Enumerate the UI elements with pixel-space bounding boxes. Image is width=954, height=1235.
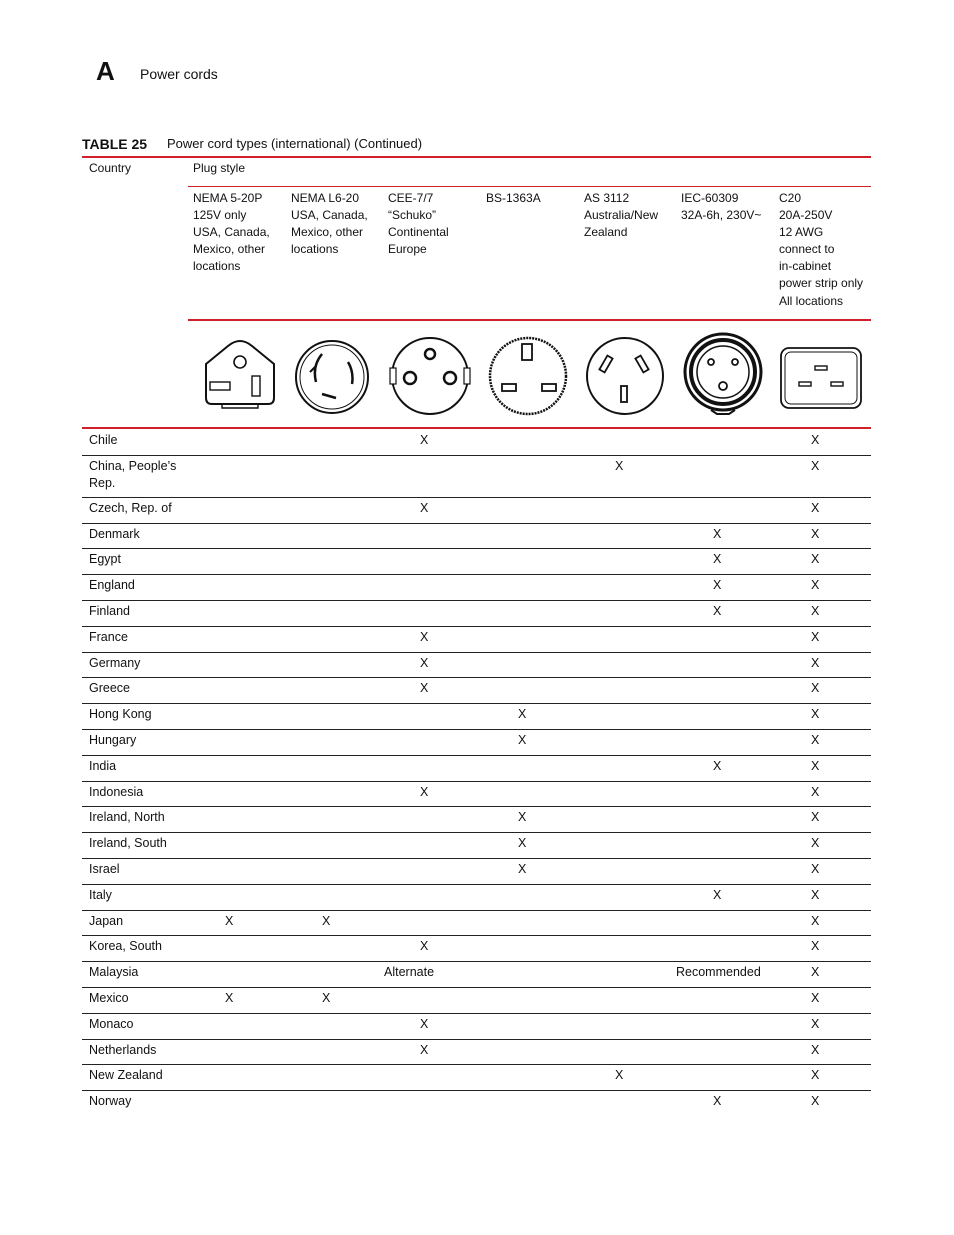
table-row	[82, 1039, 871, 1065]
table-row	[82, 781, 871, 807]
column-header-nema-5-20p: NEMA 5-20P 125V only USA, Canada, Mexico, other locations	[193, 191, 270, 274]
plug-cell: X	[225, 913, 234, 928]
country-cell: Monaco	[89, 1016, 134, 1031]
table-row	[82, 1090, 871, 1116]
column-header-iec-60309: IEC-60309 32A-6h, 230V~	[681, 191, 762, 223]
plug-cell: X	[713, 887, 722, 902]
table-row	[82, 729, 871, 755]
table-row	[82, 858, 871, 884]
plug-cell: X	[811, 433, 820, 447]
plug-cell: X	[615, 458, 624, 473]
table-row	[82, 703, 871, 729]
plug-cell: X	[713, 552, 722, 567]
country-cell: Norway	[89, 1094, 132, 1109]
country-column-header: Country	[89, 161, 132, 175]
country-cell: Netherlands	[89, 1042, 157, 1057]
plug-cell: X	[518, 862, 527, 876]
table-row	[82, 455, 871, 497]
plug-cell: X	[811, 552, 820, 567]
table-number: TABLE 25	[82, 136, 148, 152]
country-cell: China, People’s Rep.	[89, 458, 177, 490]
plug-cell: X	[811, 604, 820, 618]
plug-cell: X	[811, 526, 820, 541]
column-header-as-3112: AS 3112 Australia/New Zealand	[584, 191, 659, 240]
country-cell: New Zealand	[89, 1068, 163, 1083]
table-row	[82, 884, 871, 910]
table-row	[82, 548, 871, 574]
as-3112-plug-icon	[583, 332, 667, 416]
plug-cell: X	[811, 458, 820, 473]
table-caption: Power cord types (international) (Continued)	[167, 136, 423, 151]
country-cell: Israel	[89, 862, 120, 876]
country-cell: Malaysia	[89, 965, 139, 980]
plug-cell: X	[713, 1094, 722, 1109]
plug-cell: X	[713, 604, 722, 618]
plug-cell: X	[420, 681, 429, 696]
table-row	[82, 832, 871, 858]
country-cell: Czech, Rep. of	[89, 500, 172, 515]
table-row	[82, 987, 871, 1013]
plug-cell: X	[713, 526, 722, 541]
plug-cell: X	[811, 733, 820, 747]
country-cell: Hong Kong	[89, 707, 152, 722]
plug-cell: X	[811, 758, 820, 773]
country-cell: Ireland, North	[89, 810, 165, 825]
nema-l6-20-plug-icon	[292, 332, 376, 416]
plug-cell: X	[225, 991, 234, 1005]
table-row	[82, 497, 871, 523]
table-row	[82, 910, 871, 936]
header-rule	[188, 319, 871, 321]
country-cell: Italy	[89, 887, 112, 902]
country-cell: Finland	[89, 604, 130, 618]
plug-cell: X	[615, 1068, 624, 1083]
plug-cell: X	[811, 578, 820, 593]
plug-style-rule	[188, 186, 871, 187]
plug-cell: X	[811, 1042, 820, 1057]
plug-cell: X	[811, 784, 820, 799]
table-row	[82, 1064, 871, 1090]
table-row	[82, 652, 871, 678]
table-row	[82, 626, 871, 652]
plug-cell: X	[420, 500, 429, 515]
plug-cell: X	[420, 433, 429, 447]
country-cell: England	[89, 578, 135, 593]
table-row	[82, 429, 871, 455]
plug-style-header: Plug style	[193, 161, 246, 175]
bs-1363a-plug-icon	[486, 332, 570, 416]
plug-cell: X	[518, 733, 527, 747]
country-cell: France	[89, 629, 128, 644]
table-row	[82, 523, 871, 549]
iec-60309-plug-icon	[681, 332, 765, 416]
column-header-cee-7-7: CEE-7/7 “Schuko” Continental Europe	[388, 191, 449, 257]
cee-7-7-schuko-plug-icon	[388, 332, 472, 416]
plug-cell: X	[811, 629, 820, 644]
plug-cell: X	[811, 836, 820, 851]
plug-cell: X	[811, 939, 820, 954]
plug-cell: X	[420, 784, 429, 799]
column-header-c20: C20 20A-250V 12 AWG connect to in-cabinet power strip only All locations	[779, 191, 864, 308]
plug-cell: X	[811, 655, 820, 670]
country-cell: Mexico	[89, 991, 129, 1005]
table-row	[82, 574, 871, 600]
country-cell: Greece	[89, 681, 130, 696]
country-cell: Egypt	[89, 552, 121, 567]
c20-plug-icon	[779, 332, 863, 416]
plug-cell: X	[811, 991, 820, 1005]
country-cell: Hungary	[89, 733, 137, 747]
plug-cell: X	[518, 707, 527, 722]
plug-cell: X	[420, 629, 429, 644]
plug-cell: X	[322, 991, 331, 1005]
country-cell: Japan	[89, 913, 124, 928]
plug-cell: X	[420, 655, 429, 670]
table-row	[82, 677, 871, 703]
nema-5-20p-plug-icon	[198, 332, 282, 416]
country-cell: Indonesia	[89, 784, 144, 799]
plug-cell: X	[811, 887, 820, 902]
table-row	[82, 755, 871, 781]
plug-cell: X	[322, 913, 331, 928]
column-header-bs-1363a: BS-1363A	[486, 191, 541, 205]
chapter-title: Power cords	[140, 66, 218, 82]
plug-cell: X	[420, 1016, 429, 1031]
table-row	[82, 1013, 871, 1039]
plug-cell: X	[518, 836, 527, 851]
table-row	[82, 806, 871, 832]
table-row	[82, 600, 871, 626]
plug-cell: Recommended	[676, 965, 761, 980]
plug-cell: X	[811, 681, 820, 696]
country-cell: Korea, South	[89, 939, 162, 954]
country-cell: Denmark	[89, 526, 140, 541]
plug-cell: X	[420, 1042, 429, 1057]
plug-cell: X	[713, 758, 722, 773]
plug-cell: X	[811, 1094, 820, 1109]
country-cell: Chile	[89, 433, 118, 447]
country-cell: Ireland, South	[89, 836, 167, 851]
plug-cell: X	[518, 810, 527, 825]
country-cell: India	[89, 758, 117, 773]
chapter-letter: A	[96, 56, 115, 86]
table-row	[82, 961, 871, 987]
plug-cell: X	[811, 1016, 820, 1031]
plug-cell: X	[811, 707, 820, 722]
plug-cell: X	[811, 862, 820, 876]
plug-cell: X	[811, 500, 820, 515]
plug-cell: X	[811, 1068, 820, 1083]
column-header-nema-l6-20: NEMA L6-20 USA, Canada, Mexico, other locations	[291, 191, 368, 257]
plug-cell: X	[420, 939, 429, 954]
plug-cell: X	[811, 965, 820, 980]
table-row	[82, 935, 871, 961]
plug-cell: X	[811, 913, 820, 928]
country-cell: Germany	[89, 655, 141, 670]
plug-cell: X	[713, 578, 722, 593]
plug-cell: Alternate	[384, 965, 435, 980]
table-top-rule	[82, 156, 871, 158]
plug-cell: X	[811, 810, 820, 825]
